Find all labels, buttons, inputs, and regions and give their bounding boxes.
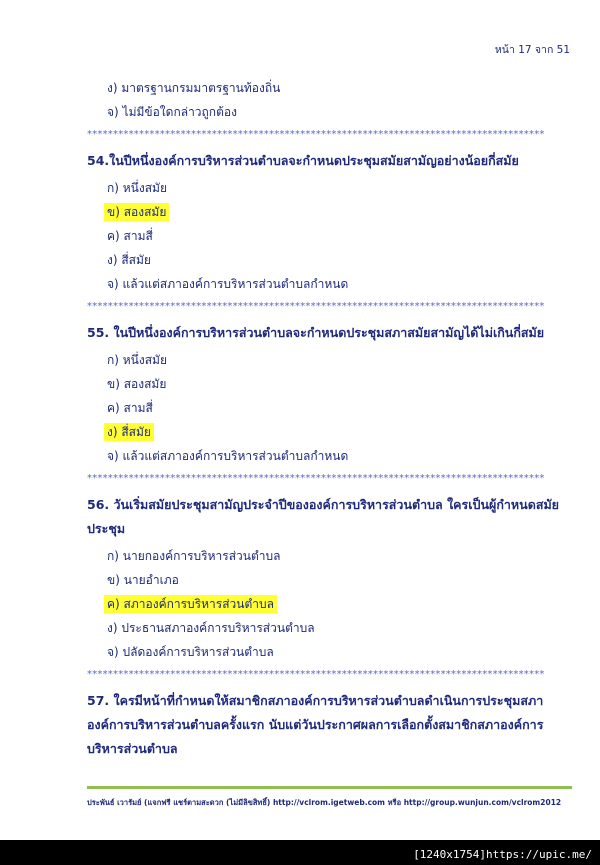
separator: ****************************************************************************************	[87, 301, 545, 312]
option-item: ก) หนึ่งสมัย	[107, 181, 167, 195]
separator: ****************************************************************************************	[87, 473, 545, 484]
option-item-answer: ง) สี่สมัย	[87, 420, 577, 444]
option-item: ง) ประธานสภาองค์การบริหารส่วนตำบล	[107, 621, 315, 635]
option-item: ค) สามสี่	[107, 401, 153, 415]
option-item: จ) ไม่มีข้อใดกล่าวถูกต้อง	[107, 105, 237, 119]
page-number: หน้า 17 จาก 51	[494, 44, 570, 56]
document-content	[87, 76, 577, 764]
option-item: ข) นายอำเภอ	[107, 573, 179, 587]
question-55: 55. ในปีหนึ่งองค์การบริหารส่วนตำบลจะกำหนดประชุมสภาสมัยสามัญได้ไม่เกินกี่สมัย	[87, 325, 545, 340]
option-item: ข) สองสมัย	[107, 377, 167, 391]
option-item: ง) มาตรฐานกรมมาตรฐานท้องถิ่น	[107, 81, 281, 95]
option-item: จ) ปลัดองค์การบริหารส่วนตำบล	[107, 645, 274, 659]
question-57: 57. ใครมีหน้าที่กำหนดให้สมาชิกสภาองค์การบริหารส่วนตำบลดำเนินการประชุมสภาองค์การบริหารส่วนตำบลครั้งแรก นับแต่วันประกาศผลการเลือกตั้งสมาชิกสภาองค์การบริหารส่วนตำบล	[87, 693, 544, 756]
footer-divider	[87, 786, 572, 789]
option-item-answer: ค) สภาองค์การบริหารส่วนตำบล	[87, 592, 577, 616]
option-item: ก) หนึ่งสมัย	[107, 353, 167, 367]
option-item: จ) แล้วแต่สภาองค์การบริหารส่วนตำบลกำหนด	[107, 277, 349, 291]
option-item: ก) นายกองค์การบริหารส่วนตำบล	[107, 549, 281, 563]
footer-credit: ประพันธ์ เวารัมย์ (แจกฟรี แชร์ตามสะดวก (ไม่มีลิขสิทธิ์) http://vclrom.igetweb.com หรือ http://group.wunjun.com/vclrom2012	[87, 798, 562, 807]
separator: ****************************************************************************************	[87, 129, 545, 140]
option-item-answer: ข) สองสมัย	[87, 200, 577, 224]
option-item: ง) สี่สมัย	[107, 253, 151, 267]
option-item: ค) สามสี่	[107, 229, 153, 243]
option-item: จ) แล้วแต่สภาองค์การบริหารส่วนตำบลกำหนด	[107, 449, 349, 463]
question-54: 54.ในปีหนึ่งองค์การบริหารส่วนตำบลจะกำหนดประชุมสมัยสามัญอย่างน้อยกี่สมัย	[87, 153, 519, 168]
question-56: 56. วันเริ่มสมัยประชุมสามัญประจำปีขององค์การบริหารส่วนตำบล ใครเป็นผู้กำหนดสมัยประชุม	[87, 497, 560, 536]
image-caption: [1240x1754]https://upic.me/	[413, 848, 592, 861]
separator: ****************************************************************************************	[87, 669, 545, 680]
